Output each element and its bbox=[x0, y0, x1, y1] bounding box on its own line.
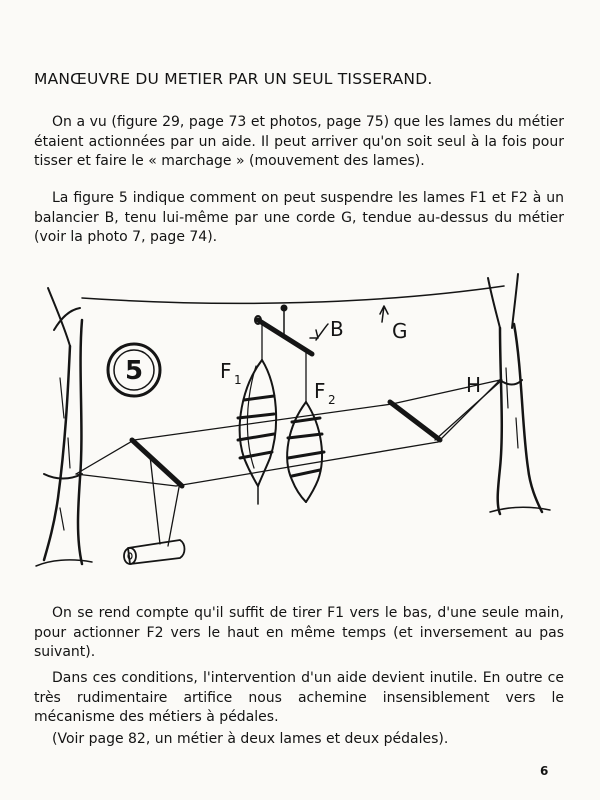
label-b: B bbox=[330, 317, 344, 341]
paragraph-explanation: On se rend compte qu'il suffit de tirer F1 vers le bas, d'une seule main, pour actionner F2 vers le haut en même temps (et inversement au pas suivant). bbox=[34, 605, 564, 660]
label-f2-subscript: 2 bbox=[328, 393, 336, 407]
label-f1-subscript: 1 bbox=[234, 373, 242, 387]
heddle-f2-drawing bbox=[287, 402, 324, 502]
heddle-f1-drawing bbox=[238, 360, 276, 504]
left-tree-drawing bbox=[36, 288, 92, 566]
paragraph-intro: On a vu (figure 29, page 73 et photos, page 75) que les lames du métier étaient actionnées par un aide. Il peut arriver qu'on soit seul à la fois pour tisser et faire le « marchage » (mouvement des lames). bbox=[34, 114, 564, 169]
page-number: 6 bbox=[540, 764, 549, 778]
label-h: H bbox=[466, 373, 482, 397]
label-b-arrow bbox=[310, 324, 328, 340]
section-title: MANŒUVRE DU METIER PAR UN SEUL TISSERAND. bbox=[34, 70, 433, 88]
paragraph-reference: (Voir page 82, un métier à deux lames et deux pédales). bbox=[52, 731, 449, 747]
back-bar bbox=[390, 402, 440, 440]
figure-number: 5 bbox=[124, 356, 144, 386]
loom-illustration bbox=[30, 268, 570, 588]
right-tree-drawing bbox=[488, 274, 550, 514]
rope-g bbox=[82, 286, 504, 303]
label-g-arrow bbox=[380, 306, 388, 322]
label-f2: F bbox=[314, 379, 326, 403]
weight-log-drawing bbox=[124, 456, 185, 564]
label-g: G bbox=[392, 319, 408, 343]
paragraph-conclusion: Dans ces conditions, l'intervention d'un aide devient inutile. En outre ce très rudimentaire artifice nous achemine insensiblement vers le mécanisme des métiers à pédales. bbox=[34, 670, 564, 725]
label-f1: F bbox=[220, 359, 232, 383]
paragraph-figure-ref: La figure 5 indique comment on peut suspendre les lames F1 et F2 à un balancier B, tenu lui-même par une corde G, tendue au-dessus du métier (voir la photo 7, page 74). bbox=[34, 190, 564, 245]
front-bar bbox=[132, 440, 182, 486]
balancier-b-drawing bbox=[255, 306, 312, 403]
